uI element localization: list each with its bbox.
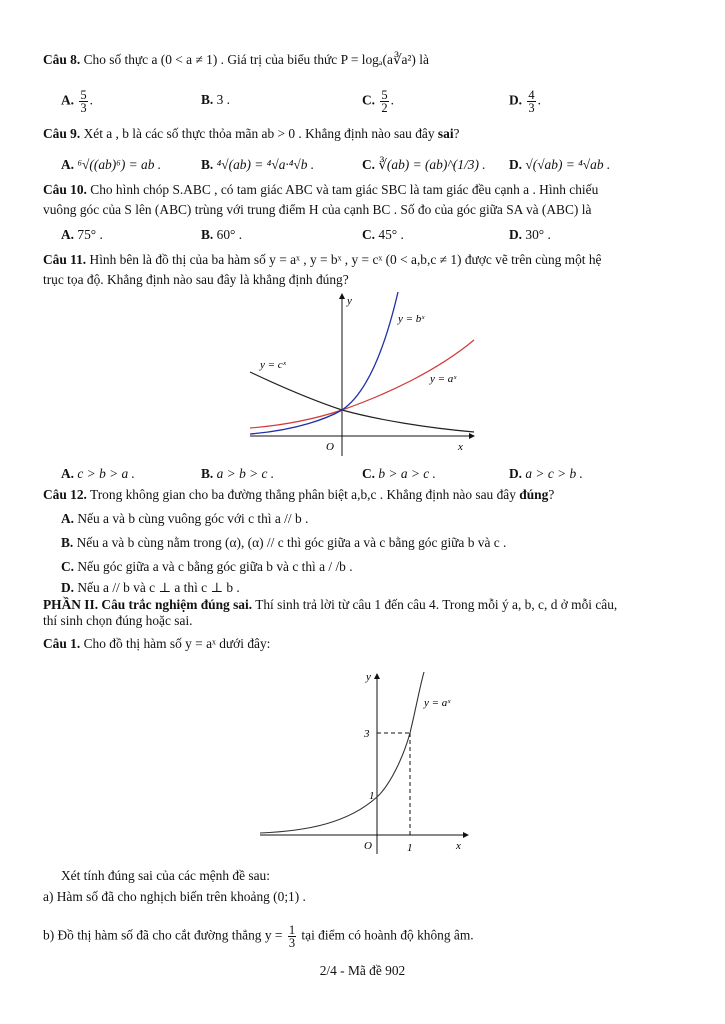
statement-a[interactable]: a) Hàm số đã cho nghịch biến trên khoảng (0;1) .: [43, 889, 306, 904]
numerator: 5: [80, 88, 87, 102]
option-key: A.: [61, 466, 75, 481]
denominator: 3: [528, 101, 535, 115]
question-label: Câu 12.: [43, 487, 87, 502]
axis-x-label: x: [456, 840, 461, 852]
label-a: y = aˣ: [430, 373, 457, 385]
fraction: [79, 89, 87, 114]
option-key: C.: [362, 227, 376, 242]
option-text: c > b > a .: [77, 466, 135, 481]
question-11-line2: trục tọa độ. Khẳng định nào sau đây là khẳng định đúng?: [43, 272, 349, 287]
fraction: [288, 924, 296, 949]
option-key: D.: [509, 227, 523, 242]
option-a[interactable]: [61, 511, 308, 527]
option-text: 75° .: [77, 227, 103, 242]
fraction: [527, 89, 535, 114]
label-c: y = cˣ: [260, 359, 286, 371]
option-key: D.: [61, 580, 75, 595]
option-text: Nếu a // b và c ⊥ a thì c ⊥ b .: [77, 580, 240, 595]
question-label: Câu 1.: [43, 636, 81, 651]
three-exponential-graph: [248, 290, 478, 458]
option-key: D.: [509, 157, 523, 172]
tick-y-1: 1: [369, 790, 375, 802]
denominator: 2: [381, 101, 388, 115]
part-2-line2: thí sinh chọn đúng hoặc sai.: [43, 613, 193, 628]
part-2-heading: [43, 597, 617, 613]
origin-label: O: [326, 441, 334, 453]
option-text: a > b > c .: [216, 466, 275, 481]
option-text: a > c > b .: [525, 466, 583, 481]
origin-label: O: [364, 840, 372, 852]
option-key: C.: [362, 157, 376, 172]
question-label: Câu 11.: [43, 252, 87, 267]
statement-b[interactable]: [43, 924, 474, 949]
option-key: B.: [61, 535, 74, 550]
denominator: 3: [80, 101, 87, 115]
statement-b-pre: b) Đồ thị hàm số đã cho cắt đường thẳng y =: [43, 927, 283, 943]
suffix: .: [537, 92, 541, 108]
part2-question-1: [43, 636, 270, 652]
suffix: .: [89, 92, 93, 108]
option-key: B.: [201, 227, 214, 242]
option-b[interactable]: [201, 157, 314, 173]
option-key: A.: [61, 92, 75, 108]
option-text: b > a > c .: [378, 466, 436, 481]
option-c[interactable]: [362, 227, 404, 243]
option-d[interactable]: [509, 157, 610, 173]
curve-a: [260, 672, 424, 833]
question-text: Xét a , b là các số thực thỏa mãn ab > 0 . Khẳng định nào sau đây: [83, 126, 435, 141]
question-label: Câu 10.: [43, 182, 87, 197]
question-10-line2: vuông góc của S lên (ABC) trùng với trung điểm H của cạnh BC . Số đo của góc giữa SA và (ABC) là: [43, 202, 592, 217]
option-key: A.: [61, 227, 75, 242]
option-key: D.: [509, 466, 523, 481]
question-11: [43, 252, 602, 268]
statement-b-post: tại điểm có hoành độ không âm.: [301, 927, 474, 943]
tail: ?: [548, 487, 555, 502]
page-footer: 2/4 - Mã đề 902: [319, 963, 406, 978]
option-text: 3 .: [216, 92, 231, 107]
option-c[interactable]: [362, 89, 394, 114]
tick-x-1: 1: [407, 842, 413, 854]
option-key: C.: [362, 92, 376, 108]
option-key: A.: [61, 511, 75, 526]
option-c[interactable]: [61, 559, 353, 575]
emphasis: đúng: [519, 487, 549, 502]
option-a[interactable]: [61, 157, 161, 173]
option-a[interactable]: [61, 89, 93, 114]
label-b: y = bˣ: [398, 313, 425, 325]
axis-y-label: y: [366, 671, 371, 683]
option-d[interactable]: [509, 466, 583, 482]
option-a[interactable]: [61, 227, 103, 243]
numerator: 5: [381, 88, 388, 102]
axis-x-label: x: [458, 441, 463, 453]
option-text: ⁶√((ab)⁶) = ab .: [77, 157, 162, 172]
option-text: 30° .: [525, 227, 551, 242]
option-key: B.: [201, 157, 214, 172]
option-d[interactable]: [509, 89, 541, 114]
option-b[interactable]: [201, 466, 274, 482]
option-a[interactable]: [61, 466, 135, 482]
part-title: PHẦN II. Câu trắc nghiệm đúng sai.: [43, 597, 253, 612]
option-c[interactable]: [362, 157, 486, 173]
option-key: B.: [201, 466, 214, 481]
option-b[interactable]: [61, 535, 506, 551]
option-d[interactable]: [509, 227, 551, 243]
exponential-graph: [258, 668, 472, 858]
question-8: [43, 52, 429, 68]
option-text: √(√ab) = ⁴√ab .: [525, 157, 611, 172]
emphasis: sai: [437, 126, 454, 141]
option-key: B.: [201, 92, 214, 107]
part-instructions: Thí sinh trả lời từ câu 1 đến câu 4. Trong mỗi ý a, b, c, d ở mỗi câu,: [255, 597, 618, 612]
question-9: [43, 126, 460, 142]
option-key: D.: [509, 92, 523, 108]
option-text: Nếu a và b cùng nằm trong (α), (α) // c thì góc giữa a và c bằng góc giữa b và c .: [76, 535, 507, 550]
numerator: 1: [288, 923, 296, 937]
option-key: C.: [61, 559, 75, 574]
suffix: .: [390, 92, 394, 108]
option-text: 60° .: [216, 227, 243, 242]
question-10: [43, 182, 598, 198]
option-text: Nếu góc giữa a và c bằng góc giữa b và c thì a / /b .: [77, 559, 353, 574]
question-text: Cho đồ thị hàm số y = aˣ dưới đây:: [83, 636, 271, 651]
option-b[interactable]: [201, 227, 242, 243]
question-12: [43, 487, 554, 503]
curve-label: y = aˣ: [424, 697, 451, 709]
axis-y-label: y: [347, 295, 352, 307]
option-text: ∛(ab) = (ab)^(1/3) .: [378, 157, 486, 172]
option-c[interactable]: [362, 466, 436, 482]
option-b[interactable]: [201, 92, 230, 108]
fraction: [380, 89, 388, 114]
statement-intro: Xét tính đúng sai của các mệnh đề sau:: [61, 868, 270, 883]
question-text-line1: Cho hình chóp S.ABC , có tam giác ABC và tam giác SBC là tam giác đều cạnh a . Hình chiếu: [90, 182, 599, 197]
tick-y-3: 3: [364, 728, 370, 740]
option-text: ⁴√(ab) = ⁴√a·⁴√b .: [216, 157, 315, 172]
option-text: Nếu a và b cùng vuông góc với c thì a // b .: [77, 511, 309, 526]
question-label: Câu 8.: [43, 52, 81, 67]
question-text: Cho số thực a (0 < a ≠ 1) . Giá trị của biểu thức P = logₐ(a∛a²) là: [83, 52, 429, 67]
option-key: C.: [362, 466, 376, 481]
option-d[interactable]: [61, 580, 240, 596]
option-text: 45° .: [378, 227, 404, 242]
question-label: Câu 9.: [43, 126, 81, 141]
question-text: Trong không gian cho ba đường thẳng phân biệt a,b,c . Khẳng định nào sau đây: [90, 487, 516, 502]
tail: ?: [453, 126, 460, 141]
numerator: 4: [528, 88, 535, 102]
option-key: A.: [61, 157, 75, 172]
denominator: 3: [288, 936, 296, 950]
question-text-line1: Hình bên là đồ thị của ba hàm số y = aˣ , y = bˣ , y = cˣ (0 < a,b,c ≠ 1) được vẽ trên cùng một hệ: [89, 252, 602, 267]
